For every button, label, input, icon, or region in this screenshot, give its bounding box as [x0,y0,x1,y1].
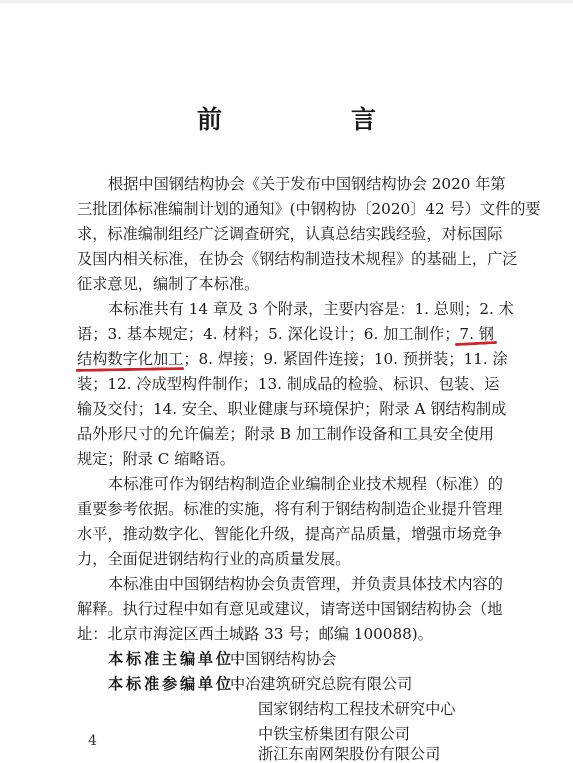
chief-editor-unit: 中国钢结构协会 [230,650,337,668]
paragraph-2-line: 装；12. 冷成型构件制作；13. 制成品的检验、标识、包装、运 [77,375,500,393]
paragraph-1-line: 及国内相关标准，在协会《钢结构制造技术规程》的基础上，广泛 [77,250,518,268]
page-title: 前 言 [196,105,428,134]
paragraph-1-line: 根据中国钢结构协会《关于发布中国钢结构协会 2020 年第 [108,175,506,193]
paragraph-3-line: 水平，推动数字化、智能化升级，提高产品质量，增强市场竞争 [77,525,503,543]
paragraph-3-line: 本标准可作为钢结构制造企业编制企业技术规程（标准）的 [108,475,503,493]
paragraph-1-line: 求，标准编制组经广泛调查研究，认真总结实践经验，对标国际 [77,225,503,243]
paragraph-2-line: 语；3. 基本规定；4. 材料；5. 深化设计；6. 加工制作；7. 钢 [77,325,494,343]
page-number: 4 [88,733,97,749]
paragraph-3-line: 力，全面促进钢结构行业的高质量发展。 [77,550,351,568]
participant-label: 本标准参编单位： [108,675,252,693]
paragraph-2-line: 品外形尺寸的允许偏差；附录 B 加工制作设备和工具安全使用 [77,425,494,443]
participant-unit: 中铁宝桥集团有限公司 [258,725,410,743]
paragraph-2-line: 本标准共有 14 章及 3 个附录，主要内容是：1. 总则；2. 术 [108,300,514,318]
paragraph-2-line: 结构数字化加工；8. 焊接；9. 紧固件连接；10. 预拼装；11. 涂 [77,350,508,368]
paragraph-4-line: 址：北京市海淀区西土城路 33 号；邮编 100088)。 [77,625,433,643]
paragraph-2-line: 规定；附录 C 缩略语。 [77,450,235,468]
participant-unit: 国家钢结构工程技术研究中心 [258,700,456,718]
paragraph-2-line: 输及交付；14. 安全、职业健康与环境保护；附录 A 钢结构制成 [77,400,507,418]
paragraph-4-line: 本标准由中国钢结构协会负责管理，并负责具体技术内容的 [108,575,503,593]
paragraph-1-line: 征求意见，编制了本标准。 [77,275,260,293]
paragraph-4-line: 解释。执行过程中如有意见或建议，请寄送中国钢结构协会（地 [77,600,503,618]
participant-unit: 中冶建筑研究总院有限公司 [230,675,413,693]
page-top-edge [0,0,573,3]
chief-editor-label: 本标准主编单位： [108,650,252,668]
paragraph-3-line: 重要参考依据。标准的实施，将有利于钢结构制造企业提升管理 [77,500,503,518]
participant-unit: 浙江东南网架股份有限公司 [258,745,441,763]
paragraph-1-line: 三批团体标准编制计划的通知》(中钢构协〔2020〕42 号）文件的要 [77,200,541,218]
